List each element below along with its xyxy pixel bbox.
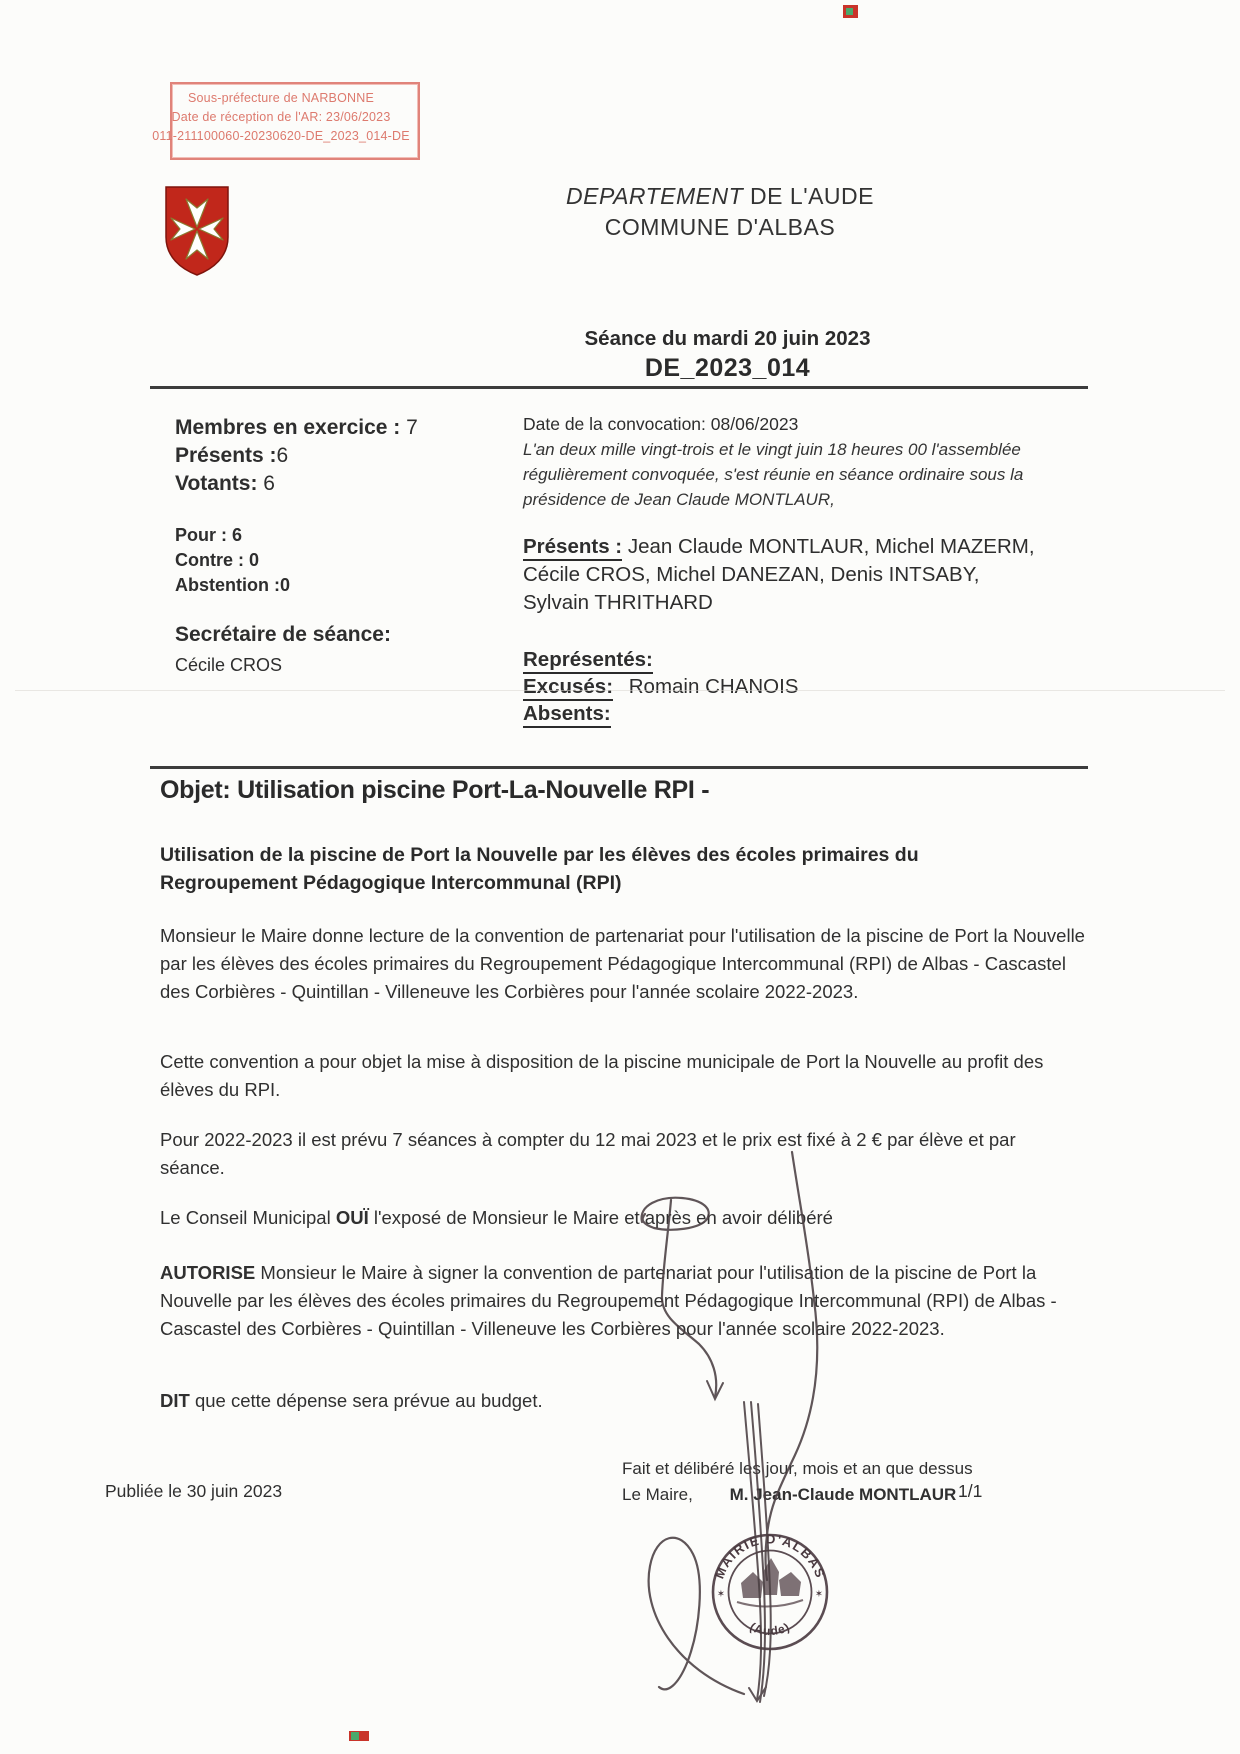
dit-text: que cette dépense sera prévue au budget. xyxy=(189,1390,543,1411)
faint-scan-line xyxy=(15,690,1225,691)
present-names: Jean Claude MONTLAUR, Michel MAZERM, Cécile CROS, Michel DANEZAN, Denis INTSABY, Sylvain THRITHARD xyxy=(523,535,1035,614)
attendance-present xyxy=(523,533,1051,617)
document-header xyxy=(440,183,1000,241)
mayor-name: M. Jean-Claude MONTLAUR xyxy=(729,1485,957,1504)
object-heading: Objet: Utilisation piscine Port-La-Nouvelle RPI - xyxy=(160,776,710,804)
commune-shield-logo xyxy=(163,185,231,277)
autorise-text: Monsieur le Maire à signer la convention de partenariat pour l'utilisation de la piscine de Port la Nouvelle par les élèves des écoles primaires du Regroupement Pédagogique Intercommunal (RPI) de Albas - Cascastel des Corbières - Quintillan - Villeneuve les Corbières pour l'année scolaire 2022-2023. xyxy=(160,1262,1057,1339)
conseil-oui-keyword: OUÏ xyxy=(335,1207,369,1228)
scan-mark-bottom xyxy=(349,1731,369,1741)
scan-mark-bottom-inner xyxy=(351,1732,359,1740)
paragraph-conseil-oui xyxy=(160,1204,1085,1232)
paragraph-dit xyxy=(160,1387,1085,1415)
dit-keyword: DIT xyxy=(160,1390,190,1411)
members-value: 7 xyxy=(406,416,418,439)
vote-result-panel xyxy=(175,523,475,598)
members-label: Membres en exercice : xyxy=(175,416,401,439)
scan-mark-top xyxy=(843,5,858,18)
seal-star-left-icon: ✶ xyxy=(716,1589,726,1600)
seal-bottom-text: (Aude) xyxy=(747,1619,793,1639)
autorise-keyword: AUTORISE xyxy=(160,1262,256,1283)
mairie-seal-stamp xyxy=(700,1522,840,1662)
paragraph-lecture-convention: Monsieur le Maire donne lecture de la convention de partenariat pour l'utilisation de la piscine de Port la Nouvelle par les élèves des écoles primaires du Regroupement Pédagogique Intercommunal (RPI) de Albas - Cascastel des Corbières - Quintillan - Villeneuve les Corbières pour l'année scolaire 2022-2023. xyxy=(160,925,1085,1002)
conseil-pre: Le Conseil Municipal xyxy=(160,1207,336,1228)
mayor-signature-line xyxy=(622,1485,956,1505)
session-heading xyxy=(460,327,995,383)
mayor-label: Le Maire, xyxy=(622,1485,693,1504)
excused-label: Excusés: xyxy=(523,675,613,701)
deliberation-subtitle: Utilisation de la piscine de Port la Nouvelle par les élèves des écoles primaires du Regroupement Pédagogique Intercommunal (RPI) xyxy=(160,844,919,894)
present-label: Présents : xyxy=(175,444,277,467)
department-name: DEPARTEMENT xyxy=(566,183,744,209)
votes-for: Pour : 6 xyxy=(175,525,243,545)
paragraph-autorise xyxy=(160,1259,1085,1343)
session-date-title: Séance du mardi 20 juin 2023 xyxy=(584,327,871,350)
attendance-excused xyxy=(523,673,798,701)
voting-label: Votants: xyxy=(175,472,258,495)
excused-name: Romain CHANOIS xyxy=(628,675,799,698)
department-title xyxy=(440,183,1000,210)
scan-mark-top-inner xyxy=(846,8,853,15)
header-rule xyxy=(150,386,1088,389)
signature-arrowhead-lower xyxy=(749,1687,766,1701)
stamp-line-acte-id: 011-211100060-20230620-DE_2023_014-DE xyxy=(152,129,410,143)
secretary-name: Cécile CROS xyxy=(175,655,283,675)
present-count xyxy=(175,442,515,470)
closing-formula: Fait et délibéré les jour, mois et an que dessus xyxy=(622,1459,973,1478)
conseil-post: l'exposé de Monsieur le Maire et après en avoir délibéré xyxy=(368,1207,833,1228)
attendance-represented xyxy=(523,646,653,674)
paragraph-seances-prix: Pour 2022-2023 il est prévu 7 séances à compter du 12 mai 2023 et le prix est fixé à 2 € par élève et par séance. xyxy=(160,1129,1016,1178)
commune-title: COMMUNE D'ALBAS xyxy=(604,214,836,240)
secretary-panel xyxy=(175,621,515,676)
secretary-label: Secrétaire de séance: xyxy=(175,623,391,646)
quorum-panel xyxy=(175,414,515,498)
seal-top-text: MAIRIE D'ALBAS xyxy=(711,1531,829,1581)
page-number: 1/1 xyxy=(958,1481,983,1501)
object-rule xyxy=(150,766,1088,769)
stamp-line-prefecture: Sous-préfecture de NARBONNE xyxy=(187,91,375,105)
prefecture-reception-stamp-text xyxy=(136,89,426,146)
members-in-office xyxy=(175,414,515,442)
votes-abstention: Abstention :0 xyxy=(175,575,290,595)
present-names-label: Présents : xyxy=(523,535,622,561)
session-reference: DE_2023_014 xyxy=(644,354,811,382)
votes-against: Contre : 0 xyxy=(175,550,260,570)
convocation-date: Date de la convocation: 08/06/2023 xyxy=(523,414,799,434)
session-preamble: L'an deux mille vingt-trois et le vingt juin 18 heures 00 l'assemblée régulièrement convoquée, s'est réunie en séance ordinaire sous la présidence de Jean Claude MONTLAUR, xyxy=(523,440,1024,509)
stamp-line-reception-date: Date de réception de l'AR: 23/06/2023 xyxy=(171,110,391,124)
voting-value: 6 xyxy=(263,472,275,495)
present-value: 6 xyxy=(276,444,289,467)
paragraph-objet-convention: Cette convention a pour objet la mise à disposition de la piscine municipale de Port la Nouvelle au profit des élèves du RPI. xyxy=(160,1051,1044,1100)
attendance-absent xyxy=(523,700,611,728)
absent-label: Absents: xyxy=(523,702,611,728)
publication-date: Publiée le 30 juin 2023 xyxy=(105,1481,283,1501)
seal-star-right-icon: ✶ xyxy=(814,1589,824,1600)
represented-label: Représentés: xyxy=(523,648,653,674)
department-suffix: DE L'AUDE xyxy=(743,183,874,209)
voting-count xyxy=(175,470,515,498)
seal-village-drawing xyxy=(737,1558,803,1607)
